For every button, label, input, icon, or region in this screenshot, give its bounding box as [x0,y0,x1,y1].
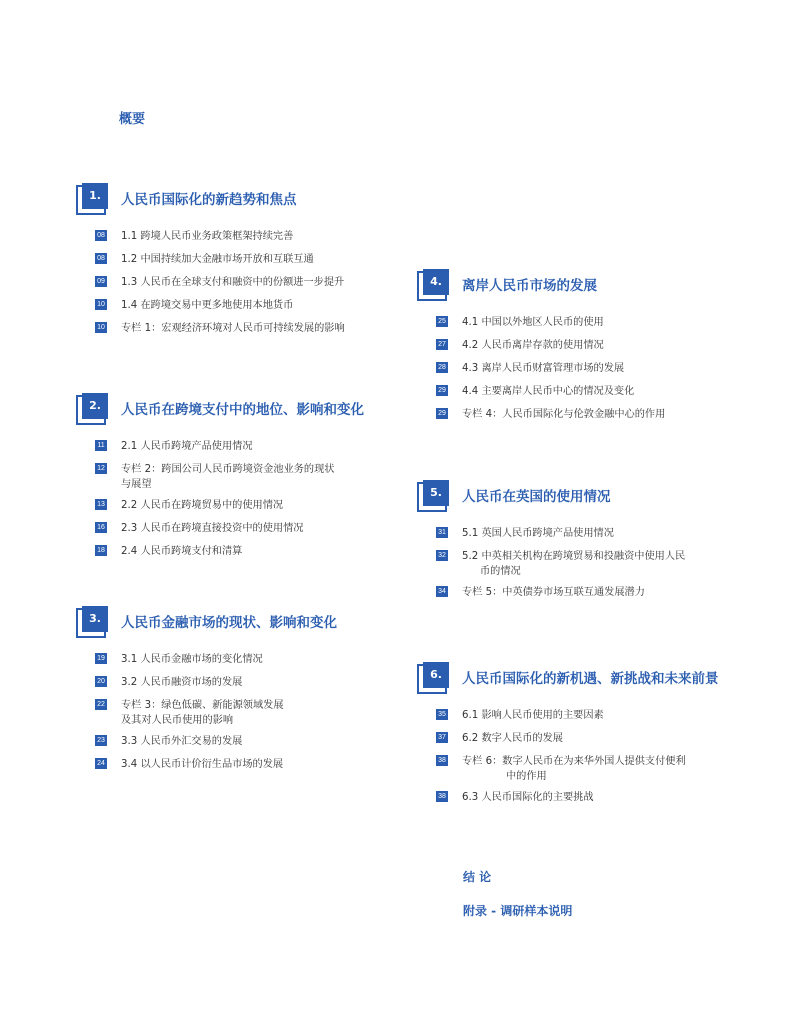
section-title: 离岸人民币市场的发展 [462,278,597,294]
toc-entry[interactable] [417,754,757,784]
toc-entry-text-line2: 与展望 [121,479,152,490]
toc-section-1 [76,183,396,344]
toc-entry-text: 1.1 跨境人民币业务政策框架持续完善 [121,231,294,242]
page-number: 24 [95,758,107,769]
page-number: 08 [95,230,107,241]
page-number: 31 [436,527,448,538]
toc-entry[interactable] [417,338,757,355]
toc-entry-text: 专栏 6：数字人民币在为来华外国人提供支付便利 [462,756,686,767]
page-number: 20 [95,676,107,687]
toc-entry[interactable] [76,298,396,315]
toc-entry[interactable] [76,498,396,515]
page-number: 18 [95,545,107,556]
page-number: 16 [95,522,107,533]
toc-entry[interactable] [76,675,396,692]
toc-entry[interactable] [417,526,757,543]
toc-section-5 [417,480,757,608]
page-number: 25 [436,316,448,327]
page-number: 13 [95,499,107,510]
section-header[interactable] [76,606,396,640]
page-number: 29 [436,408,448,419]
toc-entry[interactable] [417,585,757,602]
toc-section-6 [417,662,757,813]
toc-entry[interactable] [76,521,396,538]
toc-entry[interactable] [76,252,396,269]
toc-entry[interactable] [76,652,396,669]
section-number-badge: 6. [417,662,451,692]
page-number: 19 [95,653,107,664]
section-title: 人民币国际化的新机遇、新挑战和未来前景 [462,671,719,687]
toc-entry-text: 2.2 人民币在跨境贸易中的使用情况 [121,500,284,511]
toc-entry[interactable] [76,734,396,751]
toc-entry-text: 6.3 人民币国际化的主要挑战 [462,792,594,803]
page-number: 38 [436,755,448,766]
toc-entry-text: 4.4 主要离岸人民币中心的情况及变化 [462,386,635,397]
toc-entry-text: 3.1 人民币金融市场的变化情况 [121,654,263,665]
section-header[interactable] [417,662,757,696]
toc-entry-text: 1.3 人民币在全球支付和融资中的份额进一步提升 [121,277,345,288]
toc-section-3 [76,606,396,780]
page-number: 23 [95,735,107,746]
page-number: 38 [436,791,448,802]
section-header[interactable] [76,393,396,427]
toc-entry[interactable] [76,544,396,561]
toc-entry-text: 2.3 人民币在跨境直接投资中的使用情况 [121,523,304,534]
conclusion-link[interactable]: 结 论 [463,870,492,884]
toc-entry-text: 4.3 离岸人民币财富管理市场的发展 [462,363,625,374]
page-number: 34 [436,586,448,597]
section-title: 人民币国际化的新趋势和焦点 [121,192,297,208]
section-title: 人民币金融市场的现状、影响和变化 [121,615,337,631]
toc-entry-text: 3.4 以人民币计价衍生品市场的发展 [121,759,284,770]
toc-entry-text: 3.2 人民币融资市场的发展 [121,677,243,688]
toc-entry[interactable] [417,708,757,725]
page-number: 10 [95,299,107,310]
page-number: 10 [95,322,107,333]
toc-entry[interactable] [417,790,757,807]
toc-entry[interactable] [76,757,396,774]
toc-entry-text: 5.1 英国人民币跨境产品使用情况 [462,528,614,539]
toc-entry-text-line2: 及其对人民币使用的影响 [121,715,234,726]
appendix-link[interactable]: 附录 - 调研样本说明 [463,904,573,918]
toc-entry[interactable] [417,407,757,424]
toc-entry[interactable] [76,439,396,456]
section-title: 人民币在英国的使用情况 [462,489,611,505]
toc-entry[interactable] [417,549,757,579]
toc-entry[interactable] [76,462,396,492]
toc-entry[interactable] [76,321,396,338]
page-number: 28 [436,362,448,373]
toc-entry-text: 1.2 中国持续加大金融市场开放和互联互通 [121,254,314,265]
toc-section-4 [417,269,757,430]
section-number-badge: 4. [417,269,451,299]
section-header[interactable] [417,269,757,303]
page-number: 35 [436,709,448,720]
toc-entry-text: 1.4 在跨境交易中更多地使用本地货币 [121,300,294,311]
section-header[interactable] [76,183,396,217]
toc-entry[interactable] [417,384,757,401]
toc-entry[interactable] [76,275,396,292]
page-number: 09 [95,276,107,287]
toc-entry-text-line2: 中的作用 [506,771,547,782]
toc-entry[interactable] [417,315,757,332]
page-number: 11 [95,440,107,451]
section-title: 人民币在跨境支付中的地位、影响和变化 [121,402,364,418]
page-number: 37 [436,732,448,743]
toc-entry-text: 6.2 数字人民币的发展 [462,733,563,744]
toc-entry[interactable] [76,229,396,246]
toc-entry[interactable] [76,698,396,728]
toc-entry-text: 4.2 人民币离岸存款的使用情况 [462,340,604,351]
section-number-badge: 3. [76,606,110,636]
toc-entry-text: 6.1 影响人民币使用的主要因素 [462,710,604,721]
page-number: 12 [95,463,107,474]
toc-entry-text: 专栏 2：跨国公司人民币跨境资金池业务的现状 [121,464,335,475]
toc-entry-text: 4.1 中国以外地区人民币的使用 [462,317,604,328]
section-number-badge: 5. [417,480,451,510]
toc-entry-text: 专栏 1：宏观经济环境对人民币可持续发展的影响 [121,323,345,334]
toc-entry-text-line2: 币的情况 [480,566,521,577]
toc-section-2 [76,393,396,567]
toc-entry-text: 专栏 5：中英债券市场互联互通发展潜力 [462,587,645,598]
toc-entry-text: 3.3 人民币外汇交易的发展 [121,736,243,747]
toc-entry-text: 专栏 4：人民币国际化与伦敦金融中心的作用 [462,409,666,420]
section-number-badge: 1. [76,183,110,213]
page-number: 08 [95,253,107,264]
page-number: 32 [436,550,448,561]
toc-entry-text: 5.2 中英相关机构在跨境贸易和投融资中使用人民 [462,551,686,562]
section-header[interactable] [417,480,757,514]
toc-entry-text: 2.1 人民币跨境产品使用情况 [121,441,253,452]
overview-heading[interactable]: 概要 [119,112,146,127]
page-number: 27 [436,339,448,350]
page-number: 29 [436,385,448,396]
section-number-badge: 2. [76,393,110,423]
toc-entry-text: 专栏 3：绿色低碳、新能源领域发展 [121,700,284,711]
toc-entry-text: 2.4 人民币跨境支付和清算 [121,546,243,557]
toc-entry[interactable] [417,731,757,748]
page-number: 22 [95,699,107,710]
toc-entry[interactable] [417,361,757,378]
